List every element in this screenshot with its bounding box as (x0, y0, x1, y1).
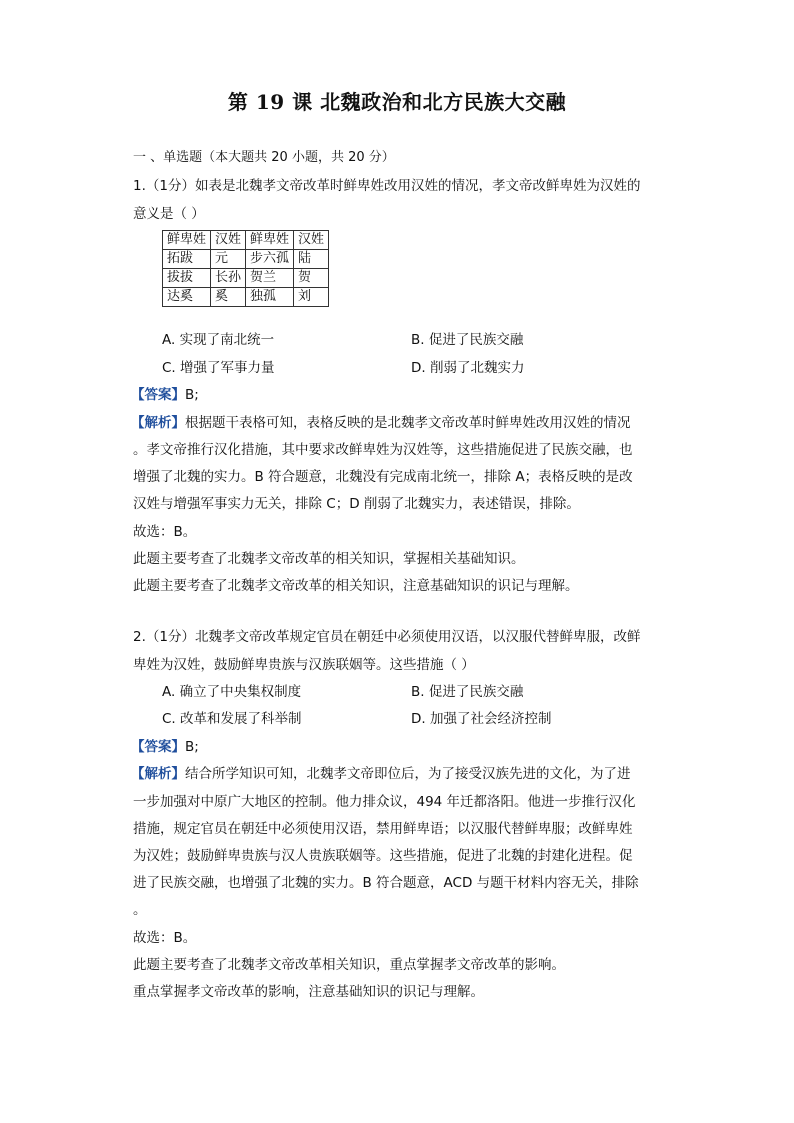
analysis-text: 根据题干表格可知，表格反映的是北魏孝文帝改革时鲜卑姓改用汉姓的情况 (185, 415, 631, 431)
answer-line (131, 738, 199, 756)
analysis-text: 。 (133, 902, 147, 918)
table-cell: 鲜卑姓 (246, 231, 294, 250)
section-heading: 一 、单选题（本大题共 20 小题，共 20 分） (133, 150, 395, 165)
analysis-tag: 【解析】 (131, 766, 185, 782)
table-row (163, 269, 329, 288)
table-cell: 拓跋 (163, 250, 211, 269)
option-a: A. 实现了南北统一 (162, 332, 275, 348)
question-2-stem-line2: 卑姓为汉姓，鼓励鲜卑贵族与汉族联姻等。这些措施（ ） (133, 657, 475, 673)
table-cell: 长孙 (211, 269, 246, 288)
answer-line (131, 386, 199, 404)
analysis-tag: 【解析】 (131, 415, 185, 431)
answer-tag: 【答案】 (131, 739, 185, 755)
answer-value: B; (185, 387, 199, 403)
table-cell: 奚 (211, 288, 246, 307)
analysis-line (131, 414, 631, 432)
question-1-stem-line2: 意义是（ ） (133, 206, 205, 222)
page-title: 第 19 课 北魏政治和北方民族大交融 (227, 90, 567, 114)
answer-tag: 【答案】 (131, 387, 185, 403)
analysis-text: 进了民族交融，也增强了北魏的实力。B 符合题意，ACD 与题干材料内容无关，排除 (133, 875, 639, 891)
answer-value: B; (185, 739, 199, 755)
table-cell: 独孤 (246, 288, 294, 307)
table-cell: 鲜卑姓 (163, 231, 211, 250)
option-a: A. 确立了中央集权制度 (162, 684, 302, 700)
table-cell: 元 (211, 250, 246, 269)
question-1-stem-line1: 1.（1分）如表是北魏孝文帝改革时鲜卑姓改用汉姓的情况，孝文帝改鲜卑姓为汉姓的 (133, 178, 641, 194)
table-cell: 贺兰 (246, 269, 294, 288)
analysis-line (131, 765, 631, 783)
table-cell: 汉姓 (294, 231, 329, 250)
table-cell: 贺 (294, 269, 329, 288)
option-d: D. 削弱了北魏实力 (411, 360, 525, 376)
option-c: C. 增强了军事力量 (162, 360, 275, 376)
table-cell: 达奚 (163, 288, 211, 307)
note: 此题主要考查了北魏孝文帝改革的相关知识，掌握相关基础知识。 (133, 551, 525, 567)
analysis-text: 。孝文帝推行汉化措施，其中要求改鲜卑姓为汉姓等，这些措施促进了民族交融，也 (133, 442, 633, 458)
analysis-text: 增强了北魏的实力。B 符合题意，北魏没有完成南北统一，排除 A；表格反映的是改 (133, 469, 633, 485)
option-b: B. 促进了民族交融 (411, 684, 524, 700)
surname-table (162, 230, 329, 307)
analysis-text: 结合所学知识可知，北魏孝文帝即位后，为了接受汉族先进的文化，为了进 (185, 766, 631, 782)
analysis-text: 为汉姓；鼓励鲜卑贵族与汉人贵族联姻等。这些措施，促进了北魏的封建化进程。促 (133, 848, 633, 864)
note: 此题主要考查了北魏孝文帝改革的相关知识，注意基础知识的识记与理解。 (133, 578, 579, 594)
table-row (163, 231, 329, 250)
option-c: C. 改革和发展了科举制 (162, 711, 302, 727)
table-cell: 陆 (294, 250, 329, 269)
table-row (163, 288, 329, 307)
option-b: B. 促进了民族交融 (411, 332, 524, 348)
analysis-text: 措施，规定官员在朝廷中必须使用汉语，禁用鲜卑语；以汉服代替鲜卑服；改鲜卑姓 (133, 821, 633, 837)
conclusion: 故选：B。 (133, 930, 197, 946)
analysis-text: 汉姓与增强军事实力无关，排除 C；D 削弱了北魏实力，表述错误，排除。 (133, 496, 580, 512)
table-cell: 拔拔 (163, 269, 211, 288)
note: 此题主要考查了北魏孝文帝改革相关知识，重点掌握孝文帝改革的影响。 (133, 957, 565, 973)
table-row (163, 250, 329, 269)
note: 重点掌握孝文帝改革的影响，注意基础知识的识记与理解。 (133, 984, 484, 1000)
conclusion: 故选：B。 (133, 524, 197, 540)
analysis-text: 一步加强对中原广大地区的控制。他力排众议，494 年迁都洛阳。他进一步推行汉化 (133, 794, 636, 810)
option-d: D. 加强了社会经济控制 (411, 711, 552, 727)
question-2-stem-line1: 2.（1分）北魏孝文帝改革规定官员在朝廷中必须使用汉语，以汉服代替鲜卑服，改鲜 (133, 629, 641, 645)
table-cell: 刘 (294, 288, 329, 307)
table-cell: 步六孤 (246, 250, 294, 269)
table-cell: 汉姓 (211, 231, 246, 250)
